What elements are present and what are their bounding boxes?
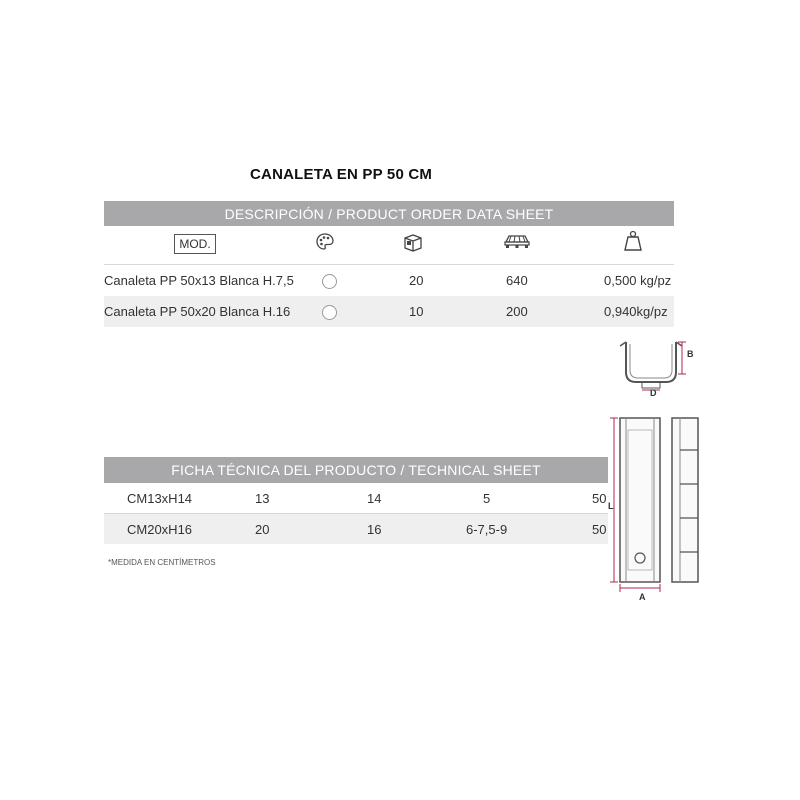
tech-row-1-b: 14 [367, 491, 382, 506]
order-row-1-units-box: 20 [409, 273, 424, 288]
pallet-icon [503, 234, 531, 250]
tech-row-1-d: 5 [483, 491, 491, 506]
tech-row-2-d: 6-7,5-9 [466, 522, 508, 537]
tech-row-2-l: 50 [592, 522, 607, 537]
color-palette-icon [315, 232, 335, 252]
order-row-2-units-box: 10 [409, 304, 424, 319]
order-row-1-color-swatch [322, 274, 337, 289]
order-row-2-model: Canaleta PP 50x20 Blanca H.16 [104, 304, 291, 319]
tech-row-1-model: CM13xH14 [127, 491, 193, 506]
dimension-label-b: B [687, 349, 694, 359]
cross-section-diagram [612, 336, 702, 402]
tech-row-2-model: CM20xH16 [127, 522, 193, 537]
measurement-note: *MEDIDA EN CENTÍMETROS [108, 558, 216, 567]
tech-row-2-a: 20 [255, 522, 270, 537]
mod-label: MOD. [174, 234, 216, 254]
dimension-label-a: A [639, 592, 646, 602]
order-row-2-units-pallet: 200 [506, 304, 528, 319]
row-divider [104, 264, 674, 265]
box-icon [402, 232, 424, 252]
channel-length-diagram [606, 414, 710, 596]
tech-row-1-l: 50 [592, 491, 607, 506]
tech-row-2-b: 16 [367, 522, 382, 537]
tech-row-1-a: 13 [255, 491, 270, 506]
row-divider [104, 513, 608, 514]
weight-icon [623, 230, 643, 252]
order-row-1-weight: 0,500 kg/pz [604, 273, 672, 288]
order-row-2-weight: 0,940kg/pz [604, 304, 668, 319]
order-row-1-model: Canaleta PP 50x13 Blanca H.7,5 [104, 273, 294, 288]
order-row-2-color-swatch [322, 305, 337, 320]
order-sheet-header: DESCRIPCIÓN / PRODUCT ORDER DATA SHEET [104, 201, 674, 226]
page-title: CANALETA EN PP 50 CM [250, 166, 433, 183]
dimension-label-d: D [650, 388, 657, 398]
dimension-label-l: L [608, 501, 614, 511]
technical-sheet-header: FICHA TÉCNICA DEL PRODUCTO / TECHNICAL SHEET [104, 457, 608, 483]
order-row-1-units-pallet: 640 [506, 273, 528, 288]
